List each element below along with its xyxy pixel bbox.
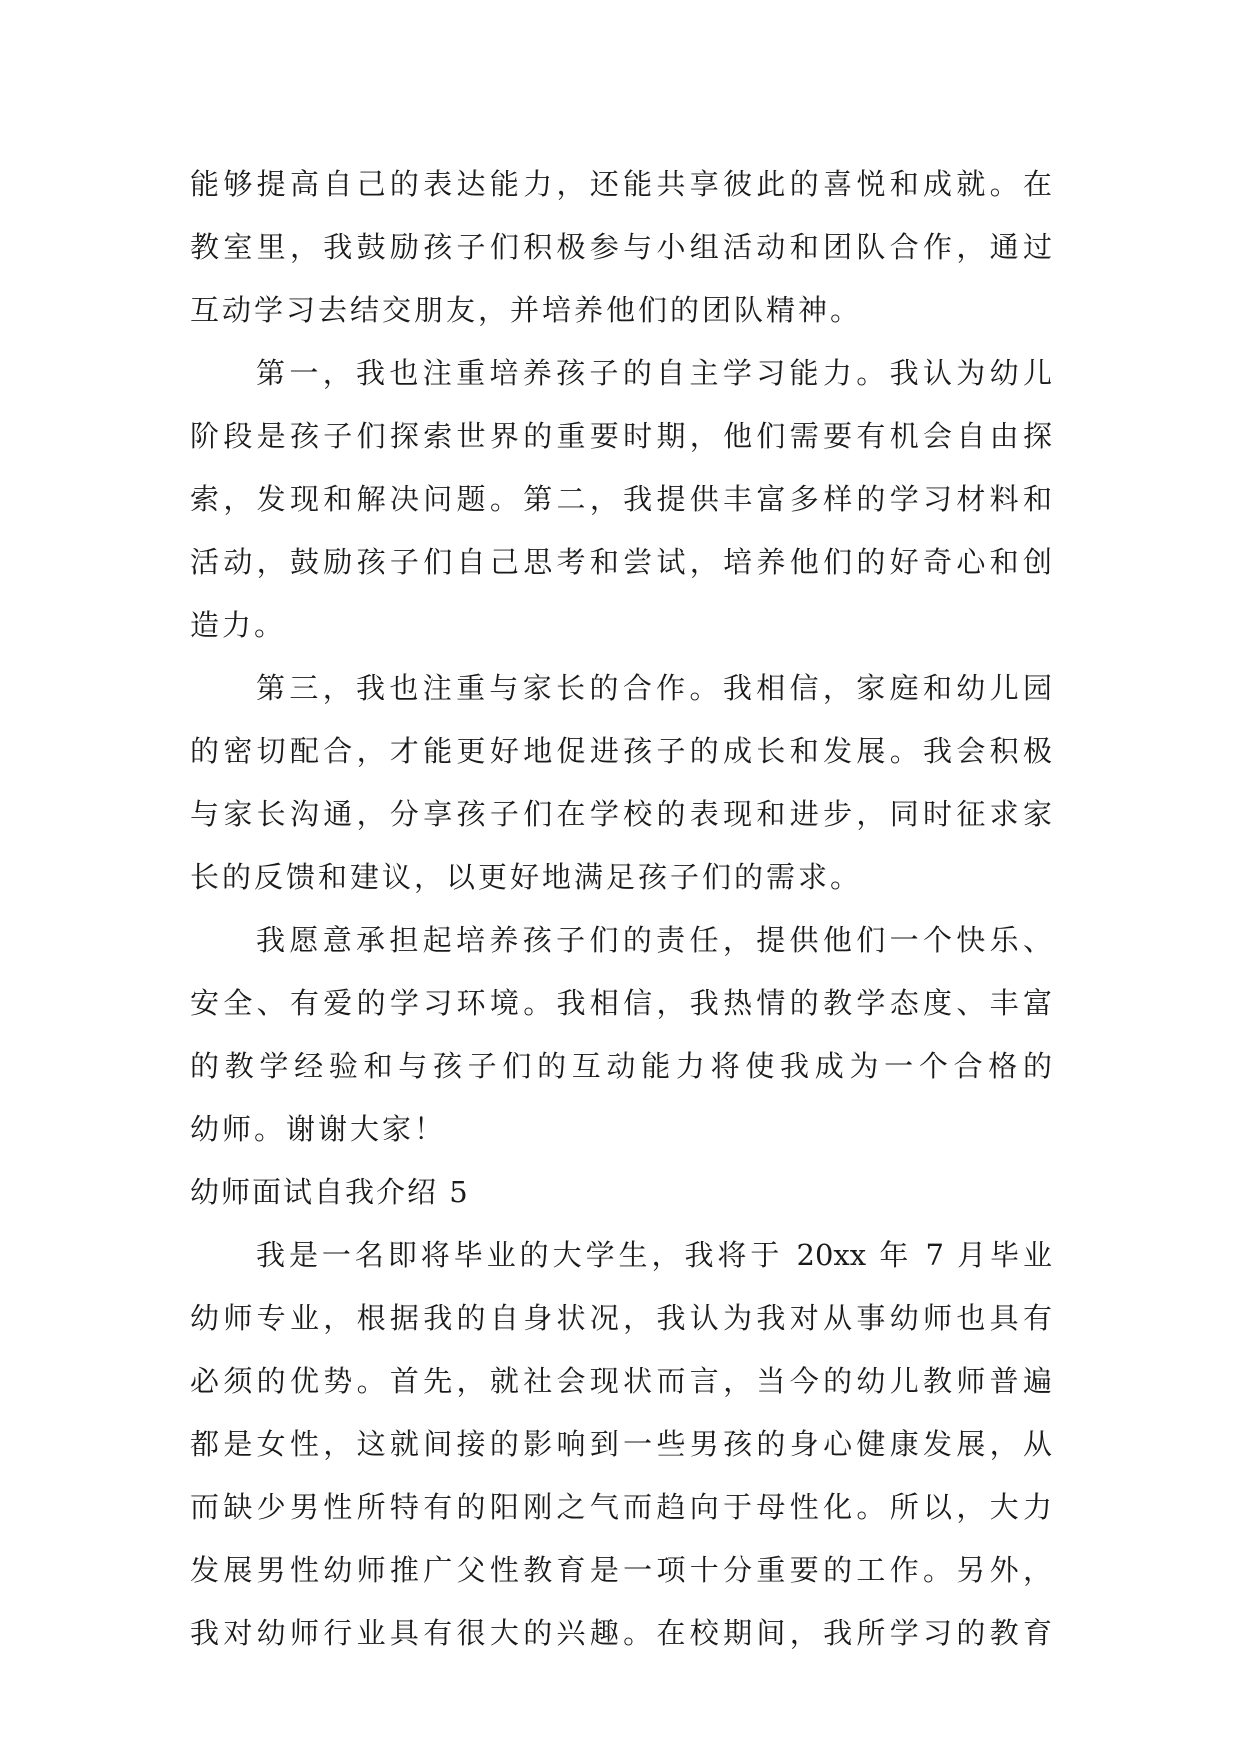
- text-line: 活动，鼓励孩子们自己思考和尝试，培养他们的好奇心和创: [190, 545, 1052, 579]
- text-line: 索，发现和解决问题。第二，我提供丰富多样的学习材料和: [190, 482, 1052, 516]
- text-line: 教室里，我鼓励孩子们积极参与小组活动和团队合作，通过: [190, 230, 1052, 264]
- text-line: 长的反馈和建议，以更好地满足孩子们的需求。: [190, 860, 863, 894]
- section-paragraph: [190, 1224, 1052, 1665]
- text-line: 我愿意承担起培养孩子们的责任，提供他们一个快乐、: [256, 923, 1052, 957]
- document-body: [190, 153, 1052, 1665]
- text-line: 阶段是孩子们探索世界的重要时期，他们需要有机会自由探: [190, 419, 1052, 453]
- text-line: 造力。: [190, 608, 287, 642]
- text-line: 与家长沟通，分享孩子们在学校的表现和进步，同时征求家: [190, 797, 1052, 831]
- text-line: 互动学习去结交朋友，并培养他们的团队精神。: [190, 293, 863, 327]
- text-line: 我是一名即将毕业的大学生，我将于 20xx 年 7 月毕业: [256, 1238, 1052, 1272]
- text-line: 的密切配合，才能更好地促进孩子的成长和发展。我会积极: [190, 734, 1052, 768]
- text-line: 必须的优势。首先，就社会现状而言，当今的幼儿教师普遍: [190, 1364, 1052, 1398]
- text-line: 能够提高自己的表达能力，还能共享彼此的喜悦和成就。在: [190, 167, 1052, 201]
- paragraph-2: [190, 342, 1052, 657]
- paragraph-1: [190, 153, 1052, 342]
- text-line: 第三，我也注重与家长的合作。我相信，家庭和幼儿园: [256, 671, 1052, 705]
- text-line: 而缺少男性所特有的阳刚之气而趋向于母性化。所以，大力: [190, 1490, 1052, 1524]
- text-line: 我对幼师行业具有很大的兴趣。在校期间，我所学习的教育: [190, 1616, 1052, 1650]
- text-line: 的教学经验和与孩子们的互动能力将使我成为一个合格的: [190, 1049, 1052, 1083]
- text-line: 第一，我也注重培养孩子的自主学习能力。我认为幼儿: [256, 356, 1052, 390]
- paragraph-4: [190, 909, 1052, 1161]
- text-line: 安全、有爱的学习环境。我相信，我热情的教学态度、丰富: [190, 986, 1052, 1020]
- section-heading: 幼师面试自我介绍 5: [190, 1175, 470, 1209]
- text-line: 幼师。谢谢大家！: [190, 1112, 447, 1146]
- paragraph-3: [190, 657, 1052, 909]
- text-line: 发展男性幼师推广父性教育是一项十分重要的工作。另外，: [190, 1553, 1052, 1587]
- text-line: 都是女性，这就间接的影响到一些男孩的身心健康发展，从: [190, 1427, 1052, 1461]
- text-line: 幼师专业，根据我的自身状况，我认为我对从事幼师也具有: [190, 1301, 1052, 1335]
